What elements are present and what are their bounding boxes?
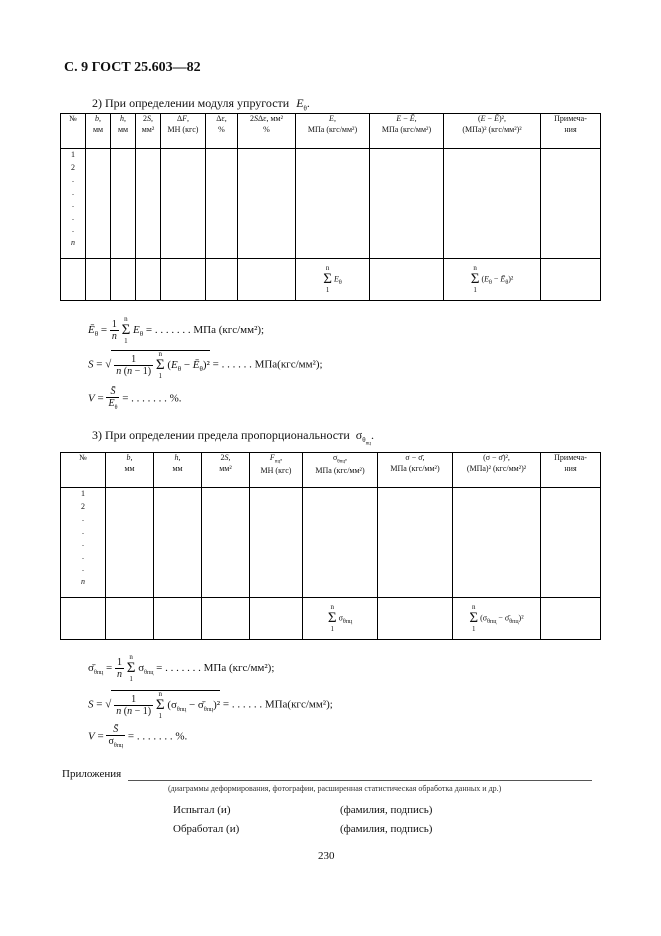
data-cell[interactable] bbox=[296, 149, 370, 259]
header-e-sq: (E − Ē)², (МПа)² (кгс/мм²)² bbox=[444, 114, 541, 149]
header-e-diff: E − Ē, МПа (кгс/мм²) bbox=[370, 114, 444, 149]
formula-s-sigma: S = √ $\frac{1}{n (n - 1)}$ n Σ 1 ($\sigma_{\theta пц}$ − $\sigmā_{\theta пц})^2$ = . . . . . . МПа(кгс/мм²); bbox=[88, 690, 333, 720]
header-notes: Примеча- ния bbox=[541, 114, 601, 149]
formula-v-sigma: V = $\frac{S̄}{\sigma_{\theta пц}}$ = . . . . . . . %. bbox=[88, 724, 188, 749]
header-df: ΔF, МН (кгс) bbox=[161, 114, 206, 149]
header-2sdeps: 2SΔε, мм² % bbox=[238, 114, 296, 149]
data-cell[interactable] bbox=[161, 149, 206, 259]
header-b: b, мм bbox=[106, 453, 154, 488]
tested-by-field[interactable]: (фамилия, подпись) bbox=[340, 804, 433, 816]
processed-by-label: Обработал (и) bbox=[173, 823, 240, 835]
row-labels: 1 2 . . . . . n bbox=[61, 149, 86, 259]
data-cell[interactable] bbox=[206, 149, 238, 259]
processed-by-field[interactable]: (фамилия, подпись) bbox=[340, 823, 433, 835]
header-deps: Δε, % bbox=[206, 114, 238, 149]
formula-s-e: S = √ $\frac{1}{n (n - 1)}$ n Σ 1 ($E_\theta$ − $Ē_\theta)^2$ = . . . . . . МПа(кгс/мм²); bbox=[88, 350, 323, 380]
data-cell[interactable] bbox=[202, 488, 250, 598]
formula-mean-e: $Ē_\theta$ = $\frac{1}{n}$ n Σ 1 $E_\theta$ = . . . . . . . МПа (кгс/мм²); bbox=[88, 315, 265, 345]
data-cell[interactable] bbox=[136, 149, 161, 259]
table-proportionality bbox=[60, 452, 601, 640]
section2-title: 2) При определении модуля упругости $E_\theta$. bbox=[92, 96, 310, 113]
header-h: h, мм bbox=[154, 453, 202, 488]
data-cell[interactable] bbox=[106, 488, 154, 598]
data-cell[interactable] bbox=[238, 149, 296, 259]
data-cell[interactable] bbox=[453, 488, 541, 598]
header-sigma: $\sigma_{\theta пц}$, МПа (кгс/мм²) bbox=[303, 453, 378, 488]
header-num: № bbox=[61, 453, 106, 488]
header-h: h, мм bbox=[111, 114, 136, 149]
page-number: 230 bbox=[318, 850, 335, 862]
sum-sigma-sq: n Σ 1 ($\sigma_{\theta пц}$ − $\sigmā_{\theta пц})^2$ bbox=[453, 598, 541, 640]
formula-mean-sigma: $\sigmā_{\theta пц}$ = $\frac{1}{n}$ n Σ 1 $\sigma_{\theta пц}$ = . . . . . . . МПа (кгс/мм²); bbox=[88, 653, 275, 683]
header-e: E, МПа (кгс/мм²) bbox=[296, 114, 370, 149]
table-modulus bbox=[60, 113, 601, 301]
row-labels: 1 2 . . . . . n bbox=[61, 488, 106, 598]
sum-e: n Σ 1 $E_\theta$ bbox=[296, 259, 370, 301]
appendix-label: Приложения bbox=[62, 768, 122, 780]
header-sigma-diff: σ − σ̄, МПа (кгс/мм²) bbox=[378, 453, 453, 488]
section3-title: 3) При определении предела пропорциональности $\sigma_{\theta_{пц}}$. bbox=[92, 428, 374, 447]
data-cell[interactable] bbox=[541, 488, 601, 598]
header-f: $F_{пц}$, МН (кгс) bbox=[250, 453, 303, 488]
sum-e-sq: n Σ 1 ($E_\theta$ − $Ē_\theta)^2$ bbox=[444, 259, 541, 301]
tested-by-label: Испытал (и) bbox=[173, 804, 231, 816]
data-cell[interactable] bbox=[378, 488, 453, 598]
data-cell[interactable] bbox=[111, 149, 136, 259]
page-header: С. 9 ГОСТ 25.603—82 bbox=[64, 60, 201, 75]
header-sigma-sq: (σ − σ̄)², (МПа)² (кгс/мм²)² bbox=[453, 453, 541, 488]
header-2s: 2S, мм² bbox=[136, 114, 161, 149]
data-cell[interactable] bbox=[154, 488, 202, 598]
sum-sigma: n Σ 1 $\sigma_{\theta пц}$ bbox=[303, 598, 378, 640]
appendix-line[interactable] bbox=[128, 780, 592, 781]
formula-v-e: V = $\frac{S̄}{E_\theta}$ = . . . . . . . %. bbox=[88, 386, 182, 411]
header-2s: 2S, мм² bbox=[202, 453, 250, 488]
header-b: b, мм bbox=[86, 114, 111, 149]
data-cell[interactable] bbox=[86, 149, 111, 259]
header-num: № bbox=[61, 114, 86, 149]
header-notes: Примеча- ния bbox=[541, 453, 601, 488]
data-cell[interactable] bbox=[444, 149, 541, 259]
appendix-note: (диаграммы деформирования, фотографии, расширенная статистическая обработка данных и др.) bbox=[168, 784, 502, 793]
data-cell[interactable] bbox=[370, 149, 444, 259]
data-cell[interactable] bbox=[250, 488, 303, 598]
data-cell[interactable] bbox=[541, 149, 601, 259]
data-cell[interactable] bbox=[303, 488, 378, 598]
